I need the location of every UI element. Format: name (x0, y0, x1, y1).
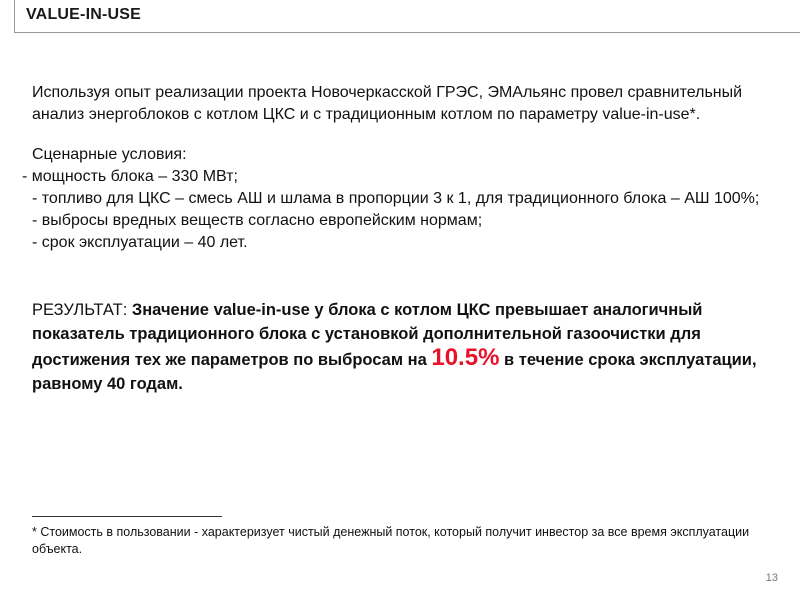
result-text-after: в течение срока эксплуатации, равному 40 годам. (32, 351, 757, 393)
result-highlight-value: 10.5% (431, 344, 500, 371)
header-horizontal-rule (14, 32, 800, 33)
page-number: 13 (765, 572, 778, 584)
scenario-item: - срок эксплуатации – 40 лет. (32, 234, 248, 251)
result-paragraph (32, 298, 772, 396)
result-text-before: Значение value-in-use у блока с котлом ЦКС превышает аналогичный показатель традиционного блока с установкой дополнительной газоочистки для достижения тех же параметров по выбросам на (32, 301, 703, 369)
slide-body (22, 82, 772, 413)
scenario-heading: Сценарные условия: (32, 146, 187, 163)
slide-header (0, 0, 800, 34)
header-vertical-rule (14, 0, 15, 32)
footnote-divider (32, 516, 222, 517)
scenario-item: - топливо для ЦКС – смесь АШ и шлама в пропорции 3 к 1, для традиционного блока – АШ 100%; (32, 190, 760, 207)
scenario-list (22, 166, 772, 254)
result-label: РЕЗУЛЬТАТ: (32, 301, 132, 319)
intro-paragraph: Используя опыт реализации проекта Новочеркасской ГРЭС, ЭМАльянс провел сравнительный анализ энергоблоков с котлом ЦКС и с традиционным котлом по параметру value-in-use*. (32, 84, 743, 123)
footnote: * Стоимость в пользовании - характеризует чистый денежный поток, который получит инвестор за все время эксплуатации объекта. (32, 525, 750, 556)
scenario-item: - мощность блока – 330 МВт; (22, 168, 238, 185)
scenario-item: - выбросы вредных веществ согласно европейским нормам; (32, 212, 483, 229)
slide-title: VALUE-IN-USE (26, 6, 141, 23)
